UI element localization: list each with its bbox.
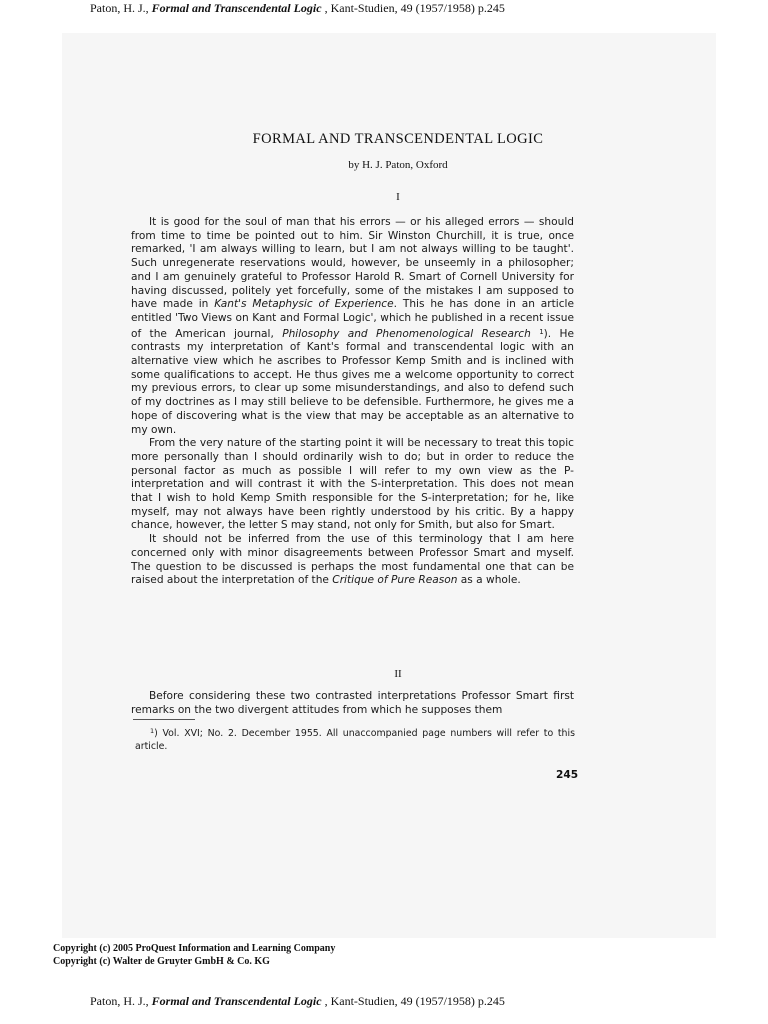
footnote-text: ) Vol. XVI; No. 2. December 1955. All unaccompanied page numbers will refer to this article.: [135, 728, 575, 752]
book-title: Critique of Pure Reason: [332, 574, 458, 587]
citation-source: , Kant-Studien, 49 (1957/1958) p.245: [321, 1, 505, 15]
article-title: FORMAL AND TRANSCENDENTAL LOGIC: [252, 131, 544, 147]
footnote-divider: [133, 719, 195, 720]
footnote: [135, 725, 575, 753]
citation-footer: [90, 994, 505, 1008]
citation-title: Formal and Transcendental Logic: [151, 994, 322, 1008]
citation-author: Paton, H. J.,: [90, 1, 152, 15]
section-1-body: [131, 216, 574, 588]
citation-title: Formal and Transcendental Logic: [151, 1, 322, 15]
footnote-mark: 1: [150, 727, 155, 735]
citation-author: Paton, H. J.,: [90, 994, 152, 1008]
section-2-body: [131, 690, 574, 717]
section-heading-1: I: [396, 191, 400, 203]
paragraph-1: It is good for the soul of man that his errors — or his alleged errors — should from time to time be pointed out to him. Sir Winston Churchill, it is true, once remarked, 'I am always willing to learn, but I am not always willing to be taught'. Such unregenerate reservations would, however, be unseemly in a philosopher; and I am genuinely grateful to Professor Harold R. Smart of Cornell University for having discussed, politely yet forcefully, some of the mistakes I am supposed to have made in Kant's Metaphysic of Experience. This he has done in an article entitled 'Two Views on Kant and Formal Logic', which he published in a recent issue of the American journal, Philosophy and Phenomenological Research $^1$). He contrasts my interpretation of Kant's formal and transcendental logic with an alternative view which he ascribes to Professor Kemp Smith and is inclined with some qualifications to accept. He thus gives me a welcome opportunity to correct my previous errors, to clear up some misunderstandings, and also to defend such of my doctrines as I may still believe to be defensible. Furthermore, he gives me a hope of discovering what is the view that may be acceptable as an alternative to my own.: [131, 216, 574, 436]
article-byline: by H. J. Paton, Oxford: [348, 159, 448, 171]
paragraph-3: It should not be inferred from the use of this terminology that I am here concerned only with minor disagreements between Professor Smart and myself. The question to be discussed is perhaps the most fundamental one that can be raised about the interpretation of the Critique of Pure Reason as a whole.: [131, 533, 574, 587]
journal-title: Philosophy and Phenomenological Research: [282, 327, 531, 340]
citation-header: [90, 1, 505, 15]
book-title: Kant's Metaphysic of Experience: [214, 298, 394, 311]
copyright-line: Copyright (c) Walter de Gruyter GmbH & Co. KG: [53, 956, 270, 967]
copyright-line: Copyright (c) 2005 ProQuest Information and Learning Company: [53, 943, 336, 954]
paragraph-4: Before considering these two contrasted interpretations Professor Smart first remarks on the two divergent attitudes from which he supposes them: [131, 690, 574, 716]
footnote-reference: 1: [539, 327, 544, 336]
section-heading-2: II: [394, 668, 402, 680]
citation-source: , Kant-Studien, 49 (1957/1958) p.245: [321, 994, 505, 1008]
copyright-notice: [53, 942, 335, 968]
paragraph-2: From the very nature of the starting point it will be necessary to treat this topic more personally than I should ordinarily wish to do; but in order to reduce the personal factor as much as possible I will refer to my own view as the P-interpretation and will contrast it with the S-interpretation. This does not mean that I wish to hold Kemp Smith responsible for the S-interpretation; for he, like myself, may not always have been rightly understood by his critic. By a happy chance, however, the letter S may stand, not only for Smith, but also for Smart.: [131, 437, 574, 532]
page-number: 245: [556, 769, 579, 781]
